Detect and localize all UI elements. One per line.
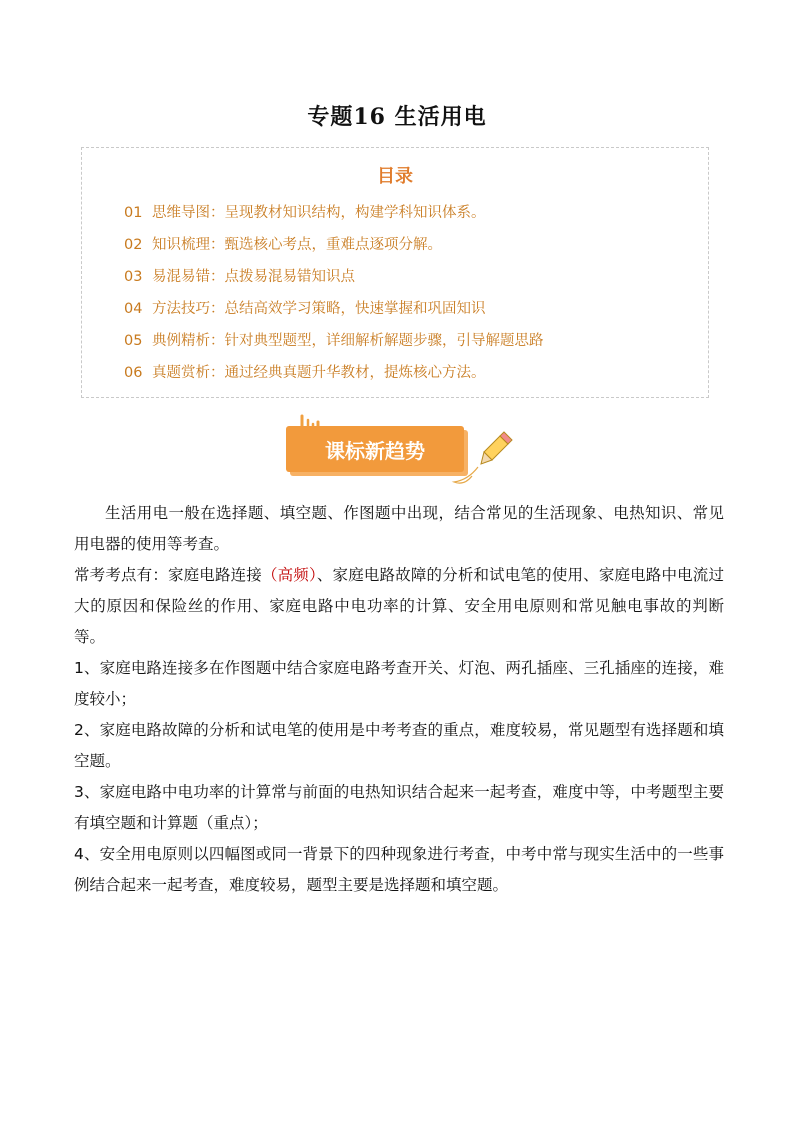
key-points-suffix: 、家庭电路故障的分析和试电笔的使用、家庭电路中电流过大的原因和保险丝的作用、家庭电路中电功率的计算、安全用电原则和常见触电事故的判断等。 [74,566,724,646]
toc-heading: 目录 [377,166,413,187]
toc-item-number: 05 [124,333,143,349]
toc-item-number: 02 [124,237,143,253]
list-item: 1、家庭电路连接多在作图题中结合家庭电路考查开关、灯泡、两孔插座、三孔插座的连接，难度较小； [74,659,724,708]
toc-item-number: 06 [124,365,143,381]
toc-item [124,298,544,330]
list-item: 2、家庭电路故障的分析和试电笔的使用是中考考查的重点，难度较易，常见题型有选择题和填空题。 [74,721,724,770]
toc-list [124,202,544,394]
toc-item-text: 真题赏析：通过经典真题升华教材，提炼核心方法。 [152,365,486,381]
section-banner [282,412,514,496]
toc-item [124,266,544,298]
toc-item [124,362,544,394]
toc-item [124,234,544,266]
body-content [74,498,724,901]
banner-label: 课标新趋势 [325,439,425,463]
toc-item-text: 方法技巧：总结高效学习策略，快速掌握和巩固知识 [152,301,486,317]
toc-item-number: 03 [124,269,143,285]
toc-item-number: 04 [124,301,143,317]
toc-item-text: 典例精析：针对典型题型，详细解析解题步骤，引导解题思路 [152,333,544,349]
intro-paragraph: 生活用电一般在选择题、填空题、作图题中出现，结合常见的生活现象、电热知识、常见用电器的使用等考查。 [74,504,724,553]
key-points-paragraph [74,560,724,653]
page-title: 专题16 生活用电 [307,104,487,130]
toc-item-text: 思维导图：呈现教材知识结构，构建学科知识体系。 [152,205,486,221]
toc-item-text: 易混易错：点拨易混易错知识点 [152,269,355,285]
toc-item [124,202,544,234]
list-item: 4、安全用电原则以四幅图或同一背景下的四种现象进行考查，中考中常与现实生活中的一些事例结合起来一起考查，难度较易，题型主要是选择题和填空题。 [74,845,724,894]
key-points-prefix: 常考考点有：家庭电路连接 [74,566,262,584]
list-item: 3、家庭电路中电功率的计算常与前面的电热知识结合起来一起考查，难度中等，中考题型主要有填空题和计算题（重点）； [74,783,724,832]
table-of-contents [81,147,709,398]
toc-item-number: 01 [124,205,143,221]
high-frequency-tag: （高频） [261,566,317,584]
toc-item [124,330,544,362]
toc-item-text: 知识梳理：甄选核心考点，重难点逐项分解。 [152,237,442,253]
